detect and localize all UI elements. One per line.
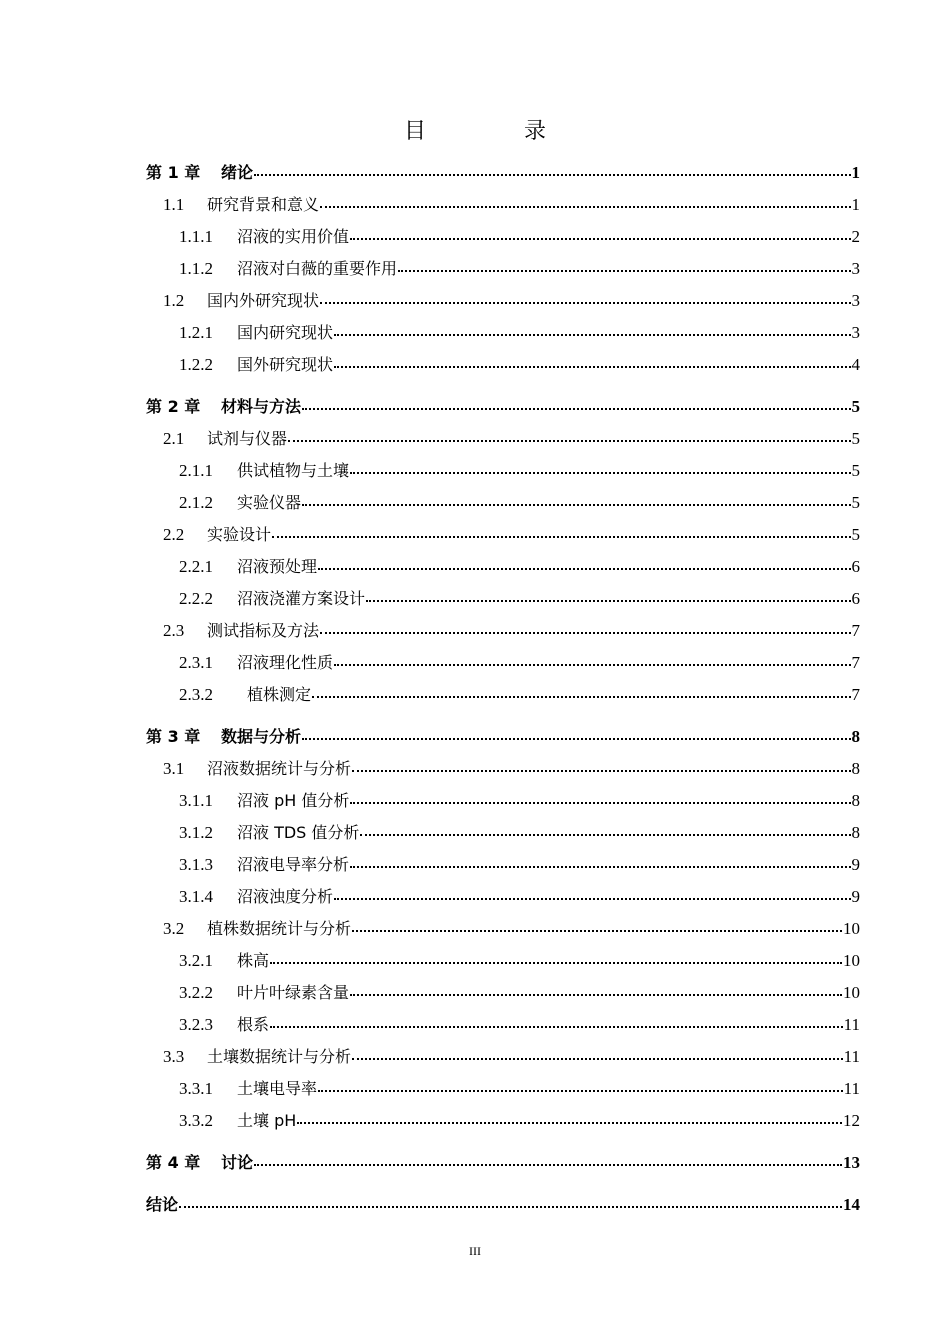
dot-leader (254, 173, 850, 176)
toc-entry-title: 沼液预处理 (237, 557, 318, 576)
toc-entry-title: 供试植物与土壤 (237, 461, 350, 480)
dot-leader (360, 833, 850, 836)
dot-leader (179, 1205, 842, 1208)
toc-entry-number: 3.3 (163, 1047, 185, 1066)
toc-entry-level-0[interactable] (146, 394, 860, 420)
toc-entry-page-number: 12 (843, 1111, 860, 1130)
toc-entry-title: 材料与方法 (221, 397, 302, 416)
toc-entry-label (179, 980, 349, 1006)
toc-entry-page-number: 6 (851, 589, 860, 608)
toc-entry-number: 2.2 (163, 525, 185, 544)
dot-leader (320, 205, 850, 208)
toc-entry-page-number: 1 (851, 163, 860, 182)
toc-entry-title: 植株数据统计与分析 (207, 919, 352, 938)
toc-entry-number: 1.2.2 (179, 355, 213, 374)
toc-entry-label (163, 916, 351, 942)
toc-entry-label (163, 1044, 351, 1070)
dot-leader (318, 1089, 843, 1092)
toc-entry-page-number: 1 (851, 195, 860, 214)
toc-entry-number: 第 4 章 (146, 1153, 201, 1172)
toc-entry-number: 3.3.2 (179, 1111, 213, 1130)
toc-entry-number: 第 1 章 (146, 163, 201, 182)
toc-entry-level-0[interactable] (146, 160, 860, 186)
toc-entry-number: 第 2 章 (146, 397, 201, 416)
toc-entry-title: 测试指标及方法 (207, 621, 320, 640)
toc-entry-title: 实验仪器 (237, 493, 302, 512)
toc-entry-level-2[interactable] (146, 586, 860, 612)
dot-leader (334, 897, 850, 900)
toc-entry-number: 1.1 (163, 195, 185, 214)
toc-entry-page-number: 7 (851, 621, 860, 640)
toc-entry-level-2[interactable] (146, 650, 860, 676)
dot-leader (318, 567, 850, 570)
toc-entry-number: 第 3 章 (146, 727, 201, 746)
toc-entry-title: 国内研究现状 (237, 323, 334, 342)
toc-entry-number: 2.3.1 (179, 653, 213, 672)
toc-entry-title: 结论 (146, 1195, 179, 1214)
toc-entry-level-2[interactable] (146, 980, 860, 1006)
toc-entry-page-number: 8 (851, 791, 860, 810)
toc-entry-title: 试剂与仪器 (207, 429, 288, 448)
dot-leader (334, 663, 850, 666)
toc-entry-number: 3.1.2 (179, 823, 213, 842)
toc-entry-page-number: 3 (851, 259, 860, 278)
toc-entry-level-2[interactable] (146, 1012, 860, 1038)
toc-entry-label (179, 1012, 269, 1038)
dot-leader (350, 801, 850, 804)
toc-entry-number: 3.1.3 (179, 855, 213, 874)
toc-entry-title: 沼液浇灌方案设计 (237, 589, 366, 608)
toc-entry-page-number: 5 (851, 525, 860, 544)
toc-entry-label (146, 394, 301, 420)
toc-entry-level-2[interactable] (146, 352, 860, 378)
toc-entry-number: 2.2.2 (179, 589, 213, 608)
dot-leader (320, 301, 850, 304)
toc-entry-number: 2.2.1 (179, 557, 213, 576)
toc-entry-label (163, 522, 271, 548)
toc-entry-label (179, 554, 317, 580)
toc-entry-number: 2.1.2 (179, 493, 213, 512)
toc-entry-page-number: 5 (851, 397, 860, 416)
toc-entry-label (163, 756, 351, 782)
toc-entry-level-0[interactable] (146, 1150, 860, 1176)
toc-entry-level-2[interactable] (146, 256, 860, 282)
toc-entry-page-number: 2 (851, 227, 860, 246)
toc-entry-label (179, 948, 269, 974)
toc-entry-title: 绪论 (221, 163, 254, 182)
toc-entry-title: 沼液的实用价值 (237, 227, 350, 246)
toc-entry-level-2[interactable] (146, 682, 860, 708)
toc-entry-number: 1.2 (163, 291, 185, 310)
toc-entry-level-2[interactable] (146, 820, 860, 846)
toc-entry-title: 株高 (237, 951, 270, 970)
toc-entry-number: 3.1.1 (179, 791, 213, 810)
toc-entry-page-number: 6 (851, 557, 860, 576)
toc-entry-label (179, 256, 397, 282)
toc-entry-title: 研究背景和意义 (207, 195, 320, 214)
toc-entry-title: 土壤 pH (237, 1111, 297, 1130)
toc-entry-level-2[interactable] (146, 852, 860, 878)
toc-entry-number: 1.2.1 (179, 323, 213, 342)
toc-entry-title: 沼液 TDS 值分析 (237, 823, 360, 842)
toc-entry-page-number: 7 (851, 685, 860, 704)
dot-leader (352, 929, 842, 932)
dot-leader (288, 439, 850, 442)
toc-entry-label (179, 490, 301, 516)
toc-entry-label (179, 1076, 317, 1102)
toc-entry-label (146, 1150, 253, 1176)
toc-entry-level-2[interactable] (146, 948, 860, 974)
toc-entry-label (179, 458, 349, 484)
toc-entry-title: 土壤电导率 (237, 1079, 318, 1098)
toc-entry-number: 1.1.2 (179, 259, 213, 278)
toc-entry-number: 2.1.1 (179, 461, 213, 480)
toc-entry-page-number: 10 (843, 983, 860, 1002)
dot-leader (302, 737, 850, 740)
toc-entry-label (146, 160, 253, 186)
toc-entry-level-2[interactable] (146, 1108, 860, 1134)
toc-entry-page-number: 5 (851, 429, 860, 448)
toc-entry-page-number: 3 (851, 291, 860, 310)
toc-entry-page-number: 8 (851, 759, 860, 778)
toc-entry-page-number: 13 (843, 1153, 860, 1172)
toc-entry-page-number: 11 (843, 1015, 860, 1034)
toc-entry-title: 沼液电导率分析 (237, 855, 350, 874)
toc-entry-page-number: 4 (851, 355, 860, 374)
toc-entry-page-number: 7 (851, 653, 860, 672)
toc-entry-label (146, 1192, 178, 1218)
toc-entry-number: 3.2.3 (179, 1015, 213, 1034)
dot-leader (366, 599, 850, 602)
toc-entry-number: 3.2.1 (179, 951, 213, 970)
toc-entry-label (179, 788, 349, 814)
toc-entry-page-number: 5 (851, 461, 860, 480)
toc-entry-level-2[interactable] (146, 320, 860, 346)
toc-entry-title: 沼液理化性质 (237, 653, 334, 672)
toc-entry-level-1[interactable] (146, 618, 860, 644)
toc-entry-number: 3.2.2 (179, 983, 213, 1002)
toc-entry-label (163, 192, 319, 218)
toc-entry-page-number: 8 (851, 823, 860, 842)
toc-entry-title: 植株测定 (247, 685, 312, 704)
dot-leader (350, 865, 850, 868)
toc-entry-label (179, 650, 333, 676)
dot-leader (352, 769, 850, 772)
toc-entry-label (179, 884, 333, 910)
dot-leader (270, 961, 842, 964)
dot-leader (272, 535, 850, 538)
dot-leader (254, 1163, 842, 1166)
toc-entry-label (179, 820, 359, 846)
toc-entry-page-number: 11 (843, 1047, 860, 1066)
dot-leader (350, 993, 842, 996)
toc-entry-number: 2.3.2 (179, 685, 213, 704)
dot-leader (302, 503, 850, 506)
dot-leader (352, 1057, 843, 1060)
toc-entry-level-1[interactable] (146, 288, 860, 314)
toc-entry-level-2[interactable] (146, 490, 860, 516)
toc-entry-page-number: 11 (843, 1079, 860, 1098)
toc-entry-page-number: 3 (851, 323, 860, 342)
dot-leader (334, 333, 850, 336)
toc-entry-level-2[interactable] (146, 224, 860, 250)
toc-entry-title: 数据与分析 (221, 727, 302, 746)
toc-entry-title: 根系 (237, 1015, 270, 1034)
toc-entry-level-1[interactable] (146, 1044, 860, 1070)
toc-entry-level-2[interactable] (146, 788, 860, 814)
toc-entry-number: 2.1 (163, 429, 185, 448)
toc-entry-title: 讨论 (221, 1153, 254, 1172)
toc-entry-level-1[interactable] (146, 522, 860, 548)
toc-entry-label (163, 426, 287, 452)
toc-entry-title: 叶片叶绿素含量 (237, 983, 350, 1002)
toc-entry-page-number: 9 (851, 855, 860, 874)
toc-entry-level-1[interactable] (146, 916, 860, 942)
toc-entry-title: 土壤数据统计与分析 (207, 1047, 352, 1066)
toc-entry-label (179, 224, 349, 250)
toc-entry-level-2[interactable] (146, 884, 860, 910)
toc-entry-title: 国外研究现状 (237, 355, 334, 374)
toc-entry-label (163, 618, 319, 644)
toc-entry-level-0[interactable] (146, 1192, 860, 1218)
toc-entry-title: 沼液对白薇的重要作用 (237, 259, 398, 278)
toc-entry-level-2[interactable] (146, 1076, 860, 1102)
toc-entry-level-1[interactable] (146, 756, 860, 782)
toc-entry-level-0[interactable] (146, 724, 860, 750)
dot-leader (334, 365, 850, 368)
toc-entry-label (179, 320, 333, 346)
toc-entry-title: 沼液浊度分析 (237, 887, 334, 906)
toc-entry-label (146, 724, 301, 750)
toc-entry-number: 2.3 (163, 621, 185, 640)
toc-entry-page-number: 8 (851, 727, 860, 746)
toc-entry-page-number: 9 (851, 887, 860, 906)
toc-entry-label (179, 586, 365, 612)
toc-entry-number: 3.1 (163, 759, 185, 778)
toc-entry-number: 3.2 (163, 919, 185, 938)
dot-leader (350, 471, 850, 474)
toc-entry-level-2[interactable] (146, 554, 860, 580)
page-number-footer: III (469, 1244, 481, 1258)
toc-entry-level-1[interactable] (146, 426, 860, 452)
dot-leader (302, 407, 850, 410)
dot-leader (320, 631, 850, 634)
dot-leader (350, 237, 850, 240)
toc-entry-number: 3.3.1 (179, 1079, 213, 1098)
dot-leader (312, 695, 850, 698)
toc-entry-title: 实验设计 (207, 525, 272, 544)
toc-entry-title: 沼液 pH 值分析 (237, 791, 350, 810)
toc-entry-page-number: 10 (843, 951, 860, 970)
toc-entry-label (179, 1108, 296, 1134)
dot-leader (398, 269, 850, 272)
toc-entry-page-number: 10 (843, 919, 860, 938)
toc-entry-title: 国内外研究现状 (207, 291, 320, 310)
toc-entry-page-number: 5 (851, 493, 860, 512)
dot-leader (270, 1025, 843, 1028)
toc-title: 目 录 (403, 119, 584, 144)
toc-entry-level-2[interactable] (146, 458, 860, 484)
toc-entry-label (163, 288, 319, 314)
toc-entry-number: 1.1.1 (179, 227, 213, 246)
toc-entry-title: 沼液数据统计与分析 (207, 759, 352, 778)
dot-leader (297, 1121, 842, 1124)
toc-entry-level-1[interactable] (146, 192, 860, 218)
toc-entry-number: 3.1.4 (179, 887, 213, 906)
toc-entry-label (179, 852, 349, 878)
toc-entry-page-number: 14 (843, 1195, 860, 1214)
toc-entry-label (179, 682, 311, 708)
toc-entry-label (179, 352, 333, 378)
